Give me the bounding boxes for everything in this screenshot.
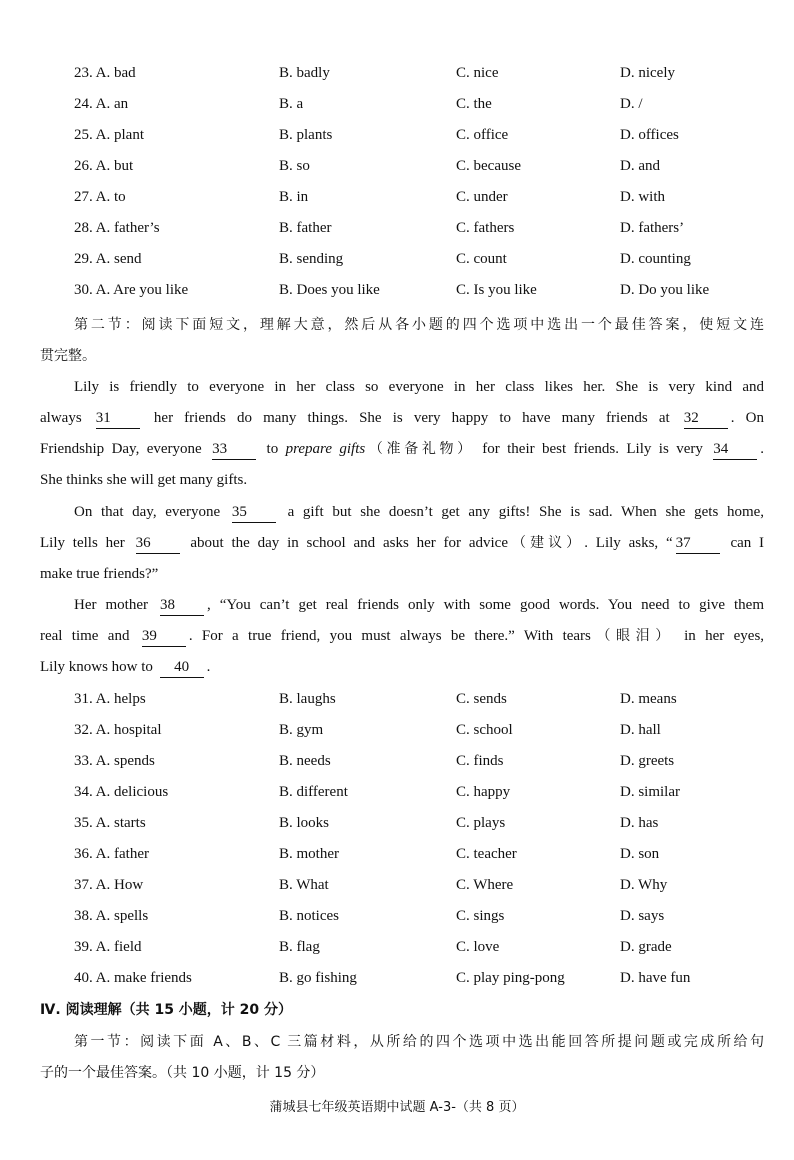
option-b: B. so (279, 158, 310, 174)
option-c: C. Where (456, 877, 514, 893)
text: Lily knows how to (40, 659, 153, 675)
passage-p2-line1 (74, 497, 764, 528)
option-d: D. son (620, 846, 660, 862)
passage-p1-line3 (40, 434, 764, 465)
option-c: C. Is you like (456, 282, 537, 298)
option-a: 34. A. delicious (74, 784, 169, 800)
text: always (40, 410, 82, 426)
option-row (0, 715, 794, 746)
option-a: 23. A. bad (74, 65, 136, 81)
section2-instruction-line2: 贯完整。 (40, 348, 96, 364)
option-b: B. a (279, 96, 304, 112)
option-b: B. looks (279, 815, 330, 831)
option-c: C. teacher (456, 846, 517, 862)
option-c: C. office (456, 127, 509, 143)
option-row (0, 901, 794, 932)
passage-p2-line3: make true friends?” (40, 566, 159, 582)
section2-instruction-line1: 第二节：阅读下面短文，理解大意，然后从各小题的四个选项中选出一个最佳答案，使短文连 (74, 317, 764, 333)
passage-p1-line1: Lily is friendly to everyone in her class so everyone in her class likes her. She is very kind and (74, 379, 764, 395)
text: in her eyes, (684, 628, 765, 644)
part4-instruction-line2: 子的一个最佳答案。（共 10 小题，计 15 分） (40, 1065, 325, 1081)
option-d: D. with (620, 189, 665, 205)
option-a: 25. A. plant (74, 127, 144, 143)
option-b: B. sending (279, 251, 344, 267)
text: . On (730, 410, 765, 426)
option-a: 35. A. starts (74, 815, 146, 831)
passage-p2-line2 (40, 528, 764, 559)
option-d: D. offices (620, 127, 679, 143)
passage-p1-line2 (40, 403, 764, 434)
option-c: C. because (456, 158, 521, 174)
option-row (0, 746, 794, 777)
option-row (0, 58, 794, 89)
option-b: B. badly (279, 65, 330, 81)
text: about the day in school and asks her for advice (190, 535, 508, 551)
passage-p3-line1 (74, 590, 764, 621)
option-b: B. go fishing (279, 970, 357, 986)
option-row (0, 932, 794, 963)
blank-38: 38 (160, 595, 204, 616)
option-c: C. play ping-pong (456, 970, 565, 986)
chinese-gloss: （眼泪） (590, 628, 675, 644)
option-a: 38. A. spells (74, 908, 149, 924)
option-d: D. and (620, 158, 660, 174)
passage-p1-line4: She thinks she will get many gifts. (40, 472, 248, 488)
blank-32: 32 (684, 408, 728, 429)
option-c: C. happy (456, 784, 511, 800)
option-c: C. plays (456, 815, 506, 831)
option-c: C. under (456, 189, 508, 205)
text: . For a true friend, you must always be there.” With tears (188, 628, 591, 644)
option-b: B. What (279, 877, 329, 893)
passage-p3-line2 (40, 621, 764, 652)
option-b: B. laughs (279, 691, 336, 707)
option-a: 40. A. make friends (74, 970, 192, 986)
option-a: 33. A. spends (74, 753, 155, 769)
blank-36: 36 (136, 533, 180, 554)
option-row (0, 870, 794, 901)
text: Friendship Day, everyone (40, 441, 202, 457)
italic-text: prepare gifts (285, 441, 366, 457)
option-c: C. finds (456, 753, 504, 769)
option-d: D. / (620, 96, 643, 112)
option-b: B. mother (279, 846, 339, 862)
option-d: D. nicely (620, 65, 675, 81)
option-row (0, 777, 794, 808)
option-b: B. Does you like (279, 282, 380, 298)
option-c: C. fathers (456, 220, 515, 236)
option-b: B. gym (279, 722, 324, 738)
option-row (0, 684, 794, 715)
blank-31: 31 (96, 408, 140, 429)
option-row (0, 244, 794, 275)
option-a: 30. A. Are you like (74, 282, 189, 298)
text: On that day, everyone (74, 504, 221, 520)
option-d: D. grade (620, 939, 672, 955)
option-d: D. counting (620, 251, 691, 267)
option-row (0, 151, 794, 182)
option-row (0, 182, 794, 213)
option-a: 31. A. helps (74, 691, 146, 707)
option-a: 36. A. father (74, 846, 149, 862)
option-c: C. nice (456, 65, 499, 81)
text: real time and (40, 628, 130, 644)
option-row (0, 275, 794, 306)
option-b: B. needs (279, 753, 331, 769)
option-d: D. Do you like (620, 282, 710, 298)
option-a: 39. A. field (74, 939, 142, 955)
option-a: 28. A. father’s (74, 220, 160, 236)
option-row (0, 839, 794, 870)
option-d: D. have fun (620, 970, 691, 986)
option-b: B. plants (279, 127, 333, 143)
option-b: B. in (279, 189, 309, 205)
option-row (0, 213, 794, 244)
text: Her mother (74, 597, 148, 613)
option-b: B. notices (279, 908, 339, 924)
option-row (0, 120, 794, 151)
page-footer: 蒲城县七年级英语期中试题 A-3-（共 8 页） (269, 1100, 525, 1115)
passage-p3-line3 (40, 652, 764, 683)
option-d: D. fathers’ (620, 220, 685, 236)
option-row (0, 808, 794, 839)
option-b: B. different (279, 784, 348, 800)
chinese-gloss: （建议） (507, 535, 585, 551)
text: . (760, 441, 765, 457)
option-c: C. sends (456, 691, 507, 707)
blank-34: 34 (713, 439, 757, 460)
option-c: C. love (456, 939, 500, 955)
option-a: 26. A. but (74, 158, 134, 174)
text: Lily tells her (40, 535, 125, 551)
option-b: B. flag (279, 939, 320, 955)
text: to (266, 441, 279, 457)
text: for their best friends. Lily is very (482, 441, 703, 457)
blank-35: 35 (232, 502, 276, 523)
option-c: C. count (456, 251, 507, 267)
part4-instruction-line1: 第一节：阅读下面 A、B、C 三篇材料，从所给的四个选项中选出能回答所提问题或完成所给句 (74, 1034, 764, 1050)
option-d: D. similar (620, 784, 680, 800)
option-a: 37. A. How (74, 877, 144, 893)
option-a: 27. A. to (74, 189, 126, 205)
option-b: B. father (279, 220, 332, 236)
text: . (206, 659, 211, 675)
text: a gift but she doesn’t get any gifts! She is sad. When she gets home, (287, 504, 765, 520)
option-a: 29. A. send (74, 251, 142, 267)
blank-40: 40 (160, 657, 204, 678)
text: , “You can’t get real friends only with some good words. You need to give them (207, 597, 764, 613)
blank-37: 37 (676, 533, 720, 554)
option-c: C. school (456, 722, 513, 738)
text: . Lily asks, “ (584, 535, 673, 551)
option-d: D. says (620, 908, 665, 924)
option-d: D. hall (620, 722, 661, 738)
option-a: 32. A. hospital (74, 722, 162, 738)
text: her friends do many things. She is very happy to have many friends at (153, 410, 670, 426)
blank-33: 33 (212, 439, 256, 460)
option-d: D. greets (620, 753, 675, 769)
option-row (0, 89, 794, 120)
option-c: C. the (456, 96, 492, 112)
text: can I (730, 535, 765, 551)
option-row (0, 963, 794, 994)
chinese-gloss: （准备礼物） (365, 441, 475, 457)
option-a: 24. A. an (74, 96, 129, 112)
option-d: D. means (620, 691, 677, 707)
part4-title: Ⅳ. 阅读理解（共 15 小题，计 20 分） (40, 1002, 293, 1018)
blank-39: 39 (142, 626, 186, 647)
option-c: C. sings (456, 908, 505, 924)
option-d: D. has (620, 815, 659, 831)
option-d: D. Why (620, 877, 668, 893)
